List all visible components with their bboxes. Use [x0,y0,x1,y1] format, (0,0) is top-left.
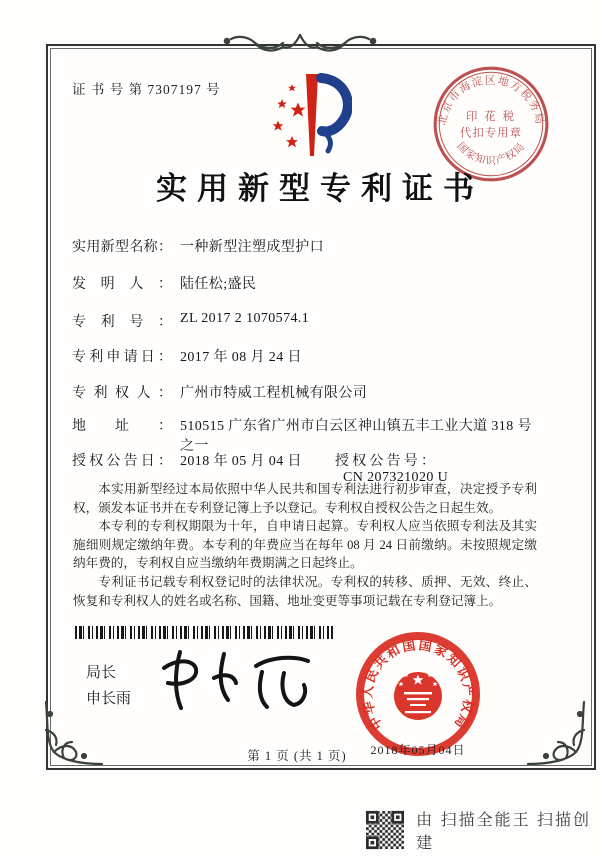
tax-seal-center-line1: 印 花 税 [465,110,517,123]
legal-text-block [73,480,537,610]
grant-no-label: 授权公告号： [335,454,435,469]
field-value: ZL 2017 2 1070574.1 [180,311,310,326]
grant-date-label: 授权公告日： [72,454,172,469]
field-value: 陆任松;盛民 [180,277,257,292]
logo-blue-p [321,78,348,131]
field-label: 地址： [72,419,172,434]
field-label: 专利申请日： [72,350,172,365]
logo-blue-tail [322,131,330,151]
field-row [72,382,542,402]
scan-credit-strip [366,808,600,852]
signer-name: 申长雨 [86,691,132,707]
director-signature [150,642,325,720]
cnipa-official-seal [352,628,484,764]
grant-row [72,450,542,485]
field-row [72,346,542,366]
logo-stars-icon [273,84,306,147]
legal-paragraph: 专利证书记载专利权登记时的法律状况。专利权的转移、质押、无效、终止、恢复和专利权人的姓名或名称、国籍、地址变更等事项记载在专利登记簿上。 [73,574,537,608]
field-value: 广州市特威工程机械有限公司 [180,386,368,401]
field-label: 实用新型名称： [72,240,172,255]
field-row [72,415,542,455]
certificate-number: 证 书 号 第 7307197 号 [72,82,221,97]
national-emblem-icon [394,672,442,720]
legal-paragraph: 本实用新型经过本局依照中华人民共和国专利法进行初步审查，决定授予专利权，颁发本证书并在专利登记簿上予以登记。专利权自授权公告之日起生效。 [73,482,537,515]
field-value: 2017 年 08 月 24 日 [180,350,302,365]
certificate-title: 实用新型专利证书 [156,171,484,206]
scan-credit-text: 由 扫描全能王 扫描创建 [416,812,592,852]
field-row [72,236,542,256]
field-row [72,273,542,293]
grant-date-value: 2018 年 05 月 04 日 [180,454,302,469]
field-value: 510515 广东省广州市白云区神山镇五丰工业大道 318 号之一 [180,419,532,454]
field-label: 专利权人： [72,386,172,401]
seal-date: 2018年05月04日 [370,743,466,757]
grant-no-value: CN 207321020 U [343,470,449,485]
tax-seal-center-line2: 代扣专用章 [460,127,522,140]
tax-seal-top-text: 北京市海淀区地方税务局 [436,74,546,127]
top-flourish-ornament [205,30,395,58]
page-number: 第 1 页 (共 1 页) [247,749,347,763]
cnipa-logo [248,70,352,162]
logo-red-bar [306,74,318,156]
field-row [72,311,542,331]
barcode [75,626,333,639]
field-value: 一种新型注塑成型护口 [180,240,324,255]
tax-seal-bottom-text: 国家知识产权局 [454,140,528,167]
qr-code-icon [366,810,404,850]
signer-title: 局长 [86,665,117,681]
seal-ring-text: 中华人民共和国国家知识产权局 [359,637,477,733]
legal-paragraph: 本专利的专利权期限为十年，自申请日起算。专利权人应当依照专利法及其实施细则规定缴纳年费。本专利的年费应当在每年 08 月 24 日前缴纳。未按照规定缴纳年费的，专利权自应当缴纳年费期满之日起终止。 [73,519,537,571]
field-label: 发明人： [72,277,172,292]
signer-block [86,660,131,712]
field-label: 专利号： [72,315,172,330]
